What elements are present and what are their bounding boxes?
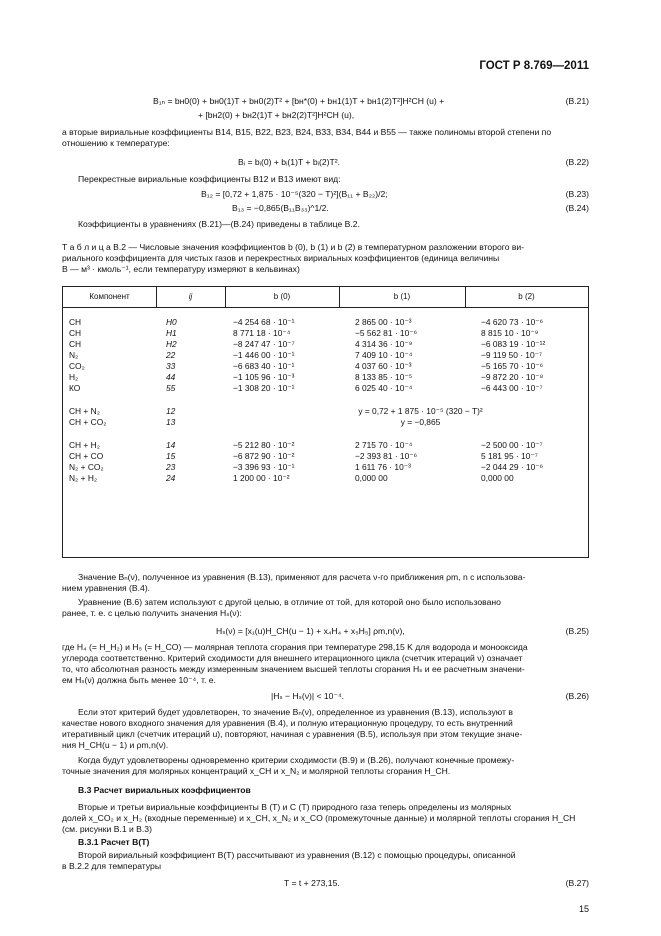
paragraph-eq6-1: Уравнение (B.6) затем используют с другой целью, в отличие от той, для которой оно было использовано: [78, 597, 501, 607]
paragraph-h4-3: то, что абсолютная разность между измеренным значением высшей теплоты сгорания Hₛ и ее расчетным значени-: [62, 664, 525, 674]
equation-number: (B.24): [565, 203, 589, 213]
table-cell: 7 409 10 · 10⁻⁴: [355, 350, 413, 360]
table-cell: N₂ + H₂: [69, 473, 98, 483]
table-cell: Н2: [166, 339, 177, 349]
coefficients-table: [62, 286, 589, 558]
equation-number: (B.27): [565, 878, 589, 888]
table-cell: −4 620 73 · 10⁻⁶: [481, 317, 544, 327]
paragraph-b3-1: Вторые и третьи вириальные коэффициенты B (T) и C (T) природного газа теперь определены из молярных: [78, 802, 512, 812]
equation-number: (B.23): [565, 189, 589, 199]
table-cell: −6 872 90 · 10⁻²: [233, 451, 295, 461]
table-cell: 0,000 00: [355, 473, 388, 483]
table-cell: 12: [166, 406, 176, 416]
table-cell: −6 083 19 · 10⁻¹²: [481, 339, 546, 349]
table-cell: СН + CO₂: [69, 417, 107, 427]
paragraph-criterion-1: Если этот критерий будет удовлетворен, то значение Bₙ(ν), определенное из уравнения (B.13), используют в: [78, 707, 513, 717]
table-cell: −8 247 47 · 10⁻⁷: [233, 339, 295, 349]
paragraph-b31-1: Второй вириальный коэффициент B(T) рассчитывают из уравнения (B.12) с помощью процедуры, описанной: [78, 850, 516, 860]
table-cell: СН: [69, 328, 82, 338]
table-cell: −6 443 00 · 10⁻⁷: [481, 383, 543, 393]
equation-b23: B₁₂ = [0,72 + 1,875 · 10⁻⁵(320 − T)²](B₁₁ + B₂₂)/2;: [201, 189, 388, 199]
equation-number: (B.26): [565, 691, 589, 701]
table-cell: 4 314 36 · 10⁻⁹: [355, 339, 413, 349]
table-cell: −5 165 70 · 10⁻⁶: [481, 361, 544, 371]
table-cell: −2 500 00 · 10⁻⁷: [481, 440, 543, 450]
paragraph-when-1: Когда будут удовлетворены одновременно критерии сходимости (B.9) и (B.26), получают конечные промежу-: [78, 755, 515, 765]
paragraph-h4-4: ем Hₛ(ν) должна быть менее 10⁻⁴, т. е.: [62, 675, 216, 685]
table-cell: −3 396 93 · 10⁻¹: [233, 462, 295, 472]
paragraph-coeffs: Коэффициенты в уравнениях (B.21)—(B.24) приведены в таблице B.2.: [78, 219, 360, 229]
table-header-row: [63, 287, 588, 308]
table-header-b2: b (2): [518, 292, 535, 301]
table-cell: y = 0,72 + 1 875 · 10⁻⁵ (320 − T)²: [358, 406, 483, 416]
table-cell: СН + CO: [69, 451, 104, 461]
table-cell: Н0: [166, 317, 177, 327]
table-cell: 4 037 60 · 10⁻³: [355, 361, 412, 371]
equation-number: (B.25): [565, 626, 589, 636]
table-header-component: Компонент: [89, 292, 130, 301]
paragraph-virial: а вторые вириальные коэффициенты B14, B15, B22, B23, B24, B33, B34, B44 и B55 — также полиномы второй степени по отношению к температуре:: [62, 127, 552, 148]
paragraph-b3-3: (см. рисунки B.1 и B.3): [62, 824, 152, 834]
table-cell: 1 200 00 · 10⁻²: [233, 473, 290, 483]
table-cell: 1 611 76 · 10⁻³: [355, 462, 411, 472]
table-cell: −5 212 80 · 10⁻²: [233, 440, 295, 450]
table-cell: 2 715 70 · 10⁻⁴: [355, 440, 413, 450]
table-cell: −1 446 00 · 10⁻¹: [233, 350, 295, 360]
page-number: 15: [578, 904, 589, 914]
equation-b25: Hₛ(ν) = [x₁(u)H_CH(u − 1) + x₄H₄ + x₅H₅] ρm,n(ν),: [216, 626, 405, 636]
table-cell: Н1: [166, 328, 177, 338]
table-cell: 2 865 00 · 10⁻³: [355, 317, 412, 327]
paragraph-b31-2: в B.2.2 для температуры: [62, 861, 161, 871]
table-cell: 22: [166, 350, 176, 360]
table-cell: 0,000 00: [481, 473, 514, 483]
paragraph-cross: Перекрестные вириальные коэффициенты B12 и B13 имеют вид:: [78, 174, 341, 184]
table-caption-line3: B — м³ · кмоль⁻¹, если температуру измеряют в кельвинах): [62, 264, 300, 274]
paragraph-value-1: Значение Bₙ(ν), полученное из уравнения (B.13), применяют для расчета ν-го приближения ρm, n с использова-: [78, 572, 526, 582]
table-header-b1: b (1): [393, 292, 411, 301]
paragraph-h4-2: углерода соответственно. Критерий сходимости для внешнего итерационного цикла (счетчик итераций ν) означает: [62, 653, 523, 663]
equation-b27: T = t + 273,15.: [284, 878, 340, 888]
table-cell: −5 562 81 · 10⁻⁶: [355, 328, 418, 338]
table-cell: −9 872 20 · 10⁻⁸: [481, 372, 544, 382]
equation-b21-line1: B₁ₙ = bн0(0) + bн0(1)T + bн0(2)T² + [bн*(0) + bн1(1)T + bн1(2)T²]H²CH (u) +: [153, 96, 445, 106]
table-cell: 14: [166, 440, 176, 450]
table-cell: y = −0,865: [400, 417, 441, 427]
table-cell: N₂ + CO₂: [69, 462, 104, 472]
table-cell: −6 683 40 · 10⁻¹: [233, 361, 295, 371]
table-cell: 8 815 10 · 10⁻⁹: [481, 328, 539, 338]
table-cell: 44: [166, 372, 176, 382]
paragraph-h4-1: где H₄ (= H_H₂) и H₅ (= H_CO) — молярная теплота сгорания при температуре 298,15 K для водорода и монооксида: [62, 642, 528, 652]
equation-number: (B.21): [565, 96, 589, 106]
paragraph-criterion-2: качестве нового входного значения для уравнения (B.4), и полную итерационную процедуру, то есть внутренний: [62, 718, 513, 728]
table-cell: CO₂: [69, 361, 85, 371]
equation-b21-line2: + [bн2(0) + bн2(1)T + bн2(2)T²]H²CH (u),: [198, 110, 355, 120]
table-cell: 8 771 18 · 10⁻⁴: [233, 328, 291, 338]
equation-b26: |Hₛ − Hₛ(ν)| < 10⁻⁴.: [271, 691, 345, 701]
table-cell: СН + H₂: [69, 440, 100, 450]
table-cell: 13: [166, 417, 176, 427]
table-cell: КО: [69, 383, 81, 393]
table-cell: 23: [166, 462, 176, 472]
table-cell: 6 025 40 · 10⁻⁴: [355, 383, 413, 393]
table-cell: H₂: [69, 372, 79, 382]
paragraph-b3-2: долей x_CO₂ и x_H₂ (входные переменные) и x_CH, x_N₂ и x_CO (промежуточные данные) и молярной теплоты сгорания H_CH: [62, 813, 576, 823]
table-cell: −4 254 68 · 10⁻¹: [233, 317, 295, 327]
equation-number: (B.22): [565, 157, 589, 167]
table-cell: −2 393 81 · 10⁻⁶: [355, 451, 418, 461]
table-cell: СН: [69, 317, 82, 327]
table-cell: −1 105 96 · 10⁻³: [233, 372, 295, 382]
equation-b22: Bᵢ = bᵢ(0) + bᵢ(1)T + bᵢ(2)T².: [238, 157, 340, 167]
table-cell: 8 133 85 · 10⁻⁵: [355, 372, 413, 382]
section-heading-b31: B.3.1 Расчет B(T): [78, 837, 150, 847]
document-header: ГОСТ Р 8.769—2011: [479, 60, 589, 72]
paragraph-criterion-4: ния H_CH(u − 1) и ρm,n(ν).: [62, 740, 169, 750]
table-cell: 15: [166, 451, 176, 461]
table-caption-line1: Т а б л и ц а B.2 — Числовые значения коэффициентов b (0), b (1) и b (2) в температурном разложении второго ви-: [62, 242, 525, 252]
paragraph-eq6-2: ранее, т. е. с целью получить значения Hₛ(ν):: [62, 608, 242, 618]
table-cell: СН: [69, 339, 82, 349]
table-cell: СН + N₂: [69, 406, 100, 416]
table-cell: −2 044 29 · 10⁻⁶: [481, 462, 544, 472]
table-cell: 55: [166, 383, 176, 393]
paragraph-when-2: точные значения для молярных концентраций x_CH и x_N₂ и молярной теплоты сгорания H_CH.: [62, 766, 451, 776]
equation-b24: B₁₃ = −0,865(B₁₁B₃₃)^1/2.: [232, 203, 329, 213]
table-cell: 5 181 95 · 10⁻⁷: [481, 451, 538, 461]
table-header-ij: ij: [188, 292, 193, 301]
table-cell: N₂: [69, 350, 79, 360]
table-header-b0: b (0): [273, 292, 291, 301]
paragraph-value-2: нием уравнения (B.4).: [62, 583, 151, 593]
table-cell: −1 308 20 · 10⁻¹: [233, 383, 295, 393]
paragraph-criterion-3: итеративный цикл (счетчик итераций u), повторяют, начиная с уравнения (B.5), используя при этом текущие значе-: [62, 729, 523, 739]
table-cell: −9 119 50 · 10⁻⁷: [481, 350, 543, 360]
table-cell: 24: [166, 473, 176, 483]
section-heading-b3: B.3 Расчет вириальных коэффициентов: [78, 785, 251, 795]
table-caption-line2: риального коэффициента для чистых газов и перекрестных вириальных коэффициентов (единица величины: [62, 253, 500, 263]
table-cell: 33: [166, 361, 176, 371]
